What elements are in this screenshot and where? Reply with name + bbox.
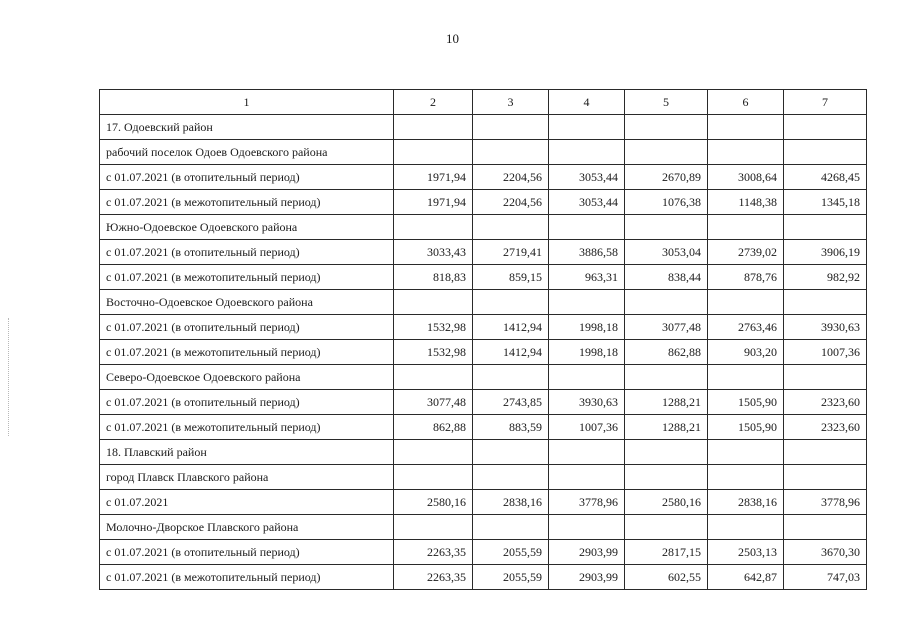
tariff-value-col-6: 2838,16 <box>708 490 784 515</box>
row-label: с 01.07.2021 (в отопительный период) <box>100 315 394 340</box>
tariff-value-col-3 <box>473 365 549 390</box>
tariff-value-col-6: 2763,46 <box>708 315 784 340</box>
table-row <box>100 490 867 515</box>
table-row <box>100 140 867 165</box>
row-label: с 01.07.2021 (в отопительный период) <box>100 165 394 190</box>
row-label: рабочий поселок Одоев Одоевского района <box>100 140 394 165</box>
tariff-value-col-7 <box>784 465 867 490</box>
tariff-value-col-3: 2204,56 <box>473 165 549 190</box>
column-header-1: 1 <box>100 90 394 115</box>
tariff-value-col-5: 838,44 <box>625 265 708 290</box>
tariff-value-col-5 <box>625 115 708 140</box>
tariff-value-col-4 <box>549 365 625 390</box>
tariff-value-col-7: 1345,18 <box>784 190 867 215</box>
tariff-value-col-6: 1505,90 <box>708 415 784 440</box>
tariff-value-col-6: 2739,02 <box>708 240 784 265</box>
table-row <box>100 265 867 290</box>
table-row <box>100 565 867 590</box>
row-label: Северо-Одоевское Одоевского района <box>100 365 394 390</box>
tariff-value-col-2 <box>394 290 473 315</box>
row-label: Восточно-Одоевское Одоевского района <box>100 290 394 315</box>
tariff-value-col-2: 3077,48 <box>394 390 473 415</box>
column-header-5: 5 <box>625 90 708 115</box>
table-row <box>100 390 867 415</box>
tariff-value-col-2: 3033,43 <box>394 240 473 265</box>
column-header-6: 6 <box>708 90 784 115</box>
tariff-value-col-3 <box>473 115 549 140</box>
column-header-7: 7 <box>784 90 867 115</box>
tariff-value-col-7: 747,03 <box>784 565 867 590</box>
row-label: с 01.07.2021 (в отопительный период) <box>100 540 394 565</box>
row-label: с 01.07.2021 (в межотопительный период) <box>100 565 394 590</box>
margin-marks <box>8 318 15 436</box>
tariff-value-col-5: 2817,15 <box>625 540 708 565</box>
tariff-value-col-4 <box>549 440 625 465</box>
tariff-value-col-2: 1532,98 <box>394 340 473 365</box>
tariff-value-col-2: 1971,94 <box>394 190 473 215</box>
tariff-value-col-5: 1288,21 <box>625 415 708 440</box>
tariff-value-col-2 <box>394 515 473 540</box>
tariff-value-col-6: 1148,38 <box>708 190 784 215</box>
tariff-value-col-7 <box>784 290 867 315</box>
tariff-value-col-2: 818,83 <box>394 265 473 290</box>
tariff-value-col-6 <box>708 515 784 540</box>
tariff-value-col-5 <box>625 515 708 540</box>
tariff-value-col-4: 3053,44 <box>549 165 625 190</box>
tariff-value-col-2 <box>394 140 473 165</box>
tariff-value-col-3: 2204,56 <box>473 190 549 215</box>
tariff-value-col-5: 602,55 <box>625 565 708 590</box>
header-row <box>100 90 867 115</box>
tariff-value-col-6 <box>708 115 784 140</box>
row-label: город Плавск Плавского района <box>100 465 394 490</box>
tariff-value-col-6: 1505,90 <box>708 390 784 415</box>
tariff-value-col-7: 3670,30 <box>784 540 867 565</box>
tariff-value-col-3: 2055,59 <box>473 540 549 565</box>
row-label: 18. Плавский район <box>100 440 394 465</box>
tariff-value-col-4: 963,31 <box>549 265 625 290</box>
tariff-value-col-6 <box>708 365 784 390</box>
row-label: с 01.07.2021 (в межотопительный период) <box>100 190 394 215</box>
tariff-value-col-2: 1532,98 <box>394 315 473 340</box>
tariff-value-col-2: 2263,35 <box>394 565 473 590</box>
column-header-4: 4 <box>549 90 625 115</box>
tariff-value-col-2 <box>394 215 473 240</box>
tariff-value-col-3: 859,15 <box>473 265 549 290</box>
tariff-value-col-3: 2055,59 <box>473 565 549 590</box>
tariff-value-col-3: 2838,16 <box>473 490 549 515</box>
tariff-value-col-7 <box>784 365 867 390</box>
tariff-value-col-6: 903,20 <box>708 340 784 365</box>
tariff-value-col-4: 3930,63 <box>549 390 625 415</box>
tariff-value-col-6: 642,87 <box>708 565 784 590</box>
tariff-value-col-2 <box>394 465 473 490</box>
tariff-value-col-4 <box>549 515 625 540</box>
tariff-value-col-6: 878,76 <box>708 265 784 290</box>
tariff-value-col-3: 1412,94 <box>473 315 549 340</box>
tariff-value-col-4: 1998,18 <box>549 340 625 365</box>
row-label: с 01.07.2021 <box>100 490 394 515</box>
tariff-value-col-7: 4268,45 <box>784 165 867 190</box>
tariff-value-col-5: 1076,38 <box>625 190 708 215</box>
tariff-value-col-4: 3886,58 <box>549 240 625 265</box>
tariff-value-col-5 <box>625 140 708 165</box>
tariff-value-col-3: 883,59 <box>473 415 549 440</box>
table-row <box>100 415 867 440</box>
tariff-value-col-3: 1412,94 <box>473 340 549 365</box>
tariff-value-col-6 <box>708 215 784 240</box>
row-label: с 01.07.2021 (в межотопительный период) <box>100 415 394 440</box>
row-label: с 01.07.2021 (в межотопительный период) <box>100 265 394 290</box>
tariff-value-col-5 <box>625 465 708 490</box>
row-label: Молочно-Дворское Плавского района <box>100 515 394 540</box>
table-row <box>100 440 867 465</box>
tariff-value-col-6 <box>708 440 784 465</box>
tariff-value-col-5 <box>625 215 708 240</box>
tariff-value-col-4: 3778,96 <box>549 490 625 515</box>
tariff-value-col-2 <box>394 115 473 140</box>
tariff-value-col-7 <box>784 440 867 465</box>
page-number: 10 <box>446 31 459 46</box>
tariff-value-col-2: 2263,35 <box>394 540 473 565</box>
tariff-value-col-7 <box>784 115 867 140</box>
table-row <box>100 540 867 565</box>
tariff-value-col-3 <box>473 140 549 165</box>
tariff-value-col-7: 2323,60 <box>784 390 867 415</box>
tariff-value-col-5 <box>625 440 708 465</box>
tariff-value-col-4: 1998,18 <box>549 315 625 340</box>
table-row <box>100 240 867 265</box>
column-header-2: 2 <box>394 90 473 115</box>
table-row <box>100 165 867 190</box>
tariff-value-col-5: 862,88 <box>625 340 708 365</box>
tariff-value-col-3 <box>473 515 549 540</box>
tariff-value-col-6 <box>708 465 784 490</box>
tariff-value-col-5: 3053,04 <box>625 240 708 265</box>
tariff-value-col-2: 862,88 <box>394 415 473 440</box>
tariff-value-col-7: 3906,19 <box>784 240 867 265</box>
table-row <box>100 515 867 540</box>
tariff-value-col-5: 2670,89 <box>625 165 708 190</box>
tariff-value-col-7: 2323,60 <box>784 415 867 440</box>
tariff-value-col-7: 1007,36 <box>784 340 867 365</box>
tariff-value-col-4 <box>549 115 625 140</box>
tariff-value-col-3 <box>473 440 549 465</box>
tariff-value-col-3: 2743,85 <box>473 390 549 415</box>
table-row <box>100 115 867 140</box>
tariff-value-col-5: 1288,21 <box>625 390 708 415</box>
tariff-value-col-5 <box>625 365 708 390</box>
tariff-value-col-4: 3053,44 <box>549 190 625 215</box>
table-body <box>100 115 867 590</box>
tariff-value-col-3 <box>473 465 549 490</box>
tariff-value-col-6 <box>708 290 784 315</box>
tariff-value-col-2: 2580,16 <box>394 490 473 515</box>
tariff-value-col-7 <box>784 215 867 240</box>
table-row <box>100 315 867 340</box>
tariff-value-col-7: 3778,96 <box>784 490 867 515</box>
tariff-value-col-7: 3930,63 <box>784 315 867 340</box>
tariff-value-col-5: 3077,48 <box>625 315 708 340</box>
tariff-value-col-2: 1971,94 <box>394 165 473 190</box>
tariff-value-col-4: 1007,36 <box>549 415 625 440</box>
row-label: с 01.07.2021 (в отопительный период) <box>100 390 394 415</box>
tariff-value-col-3: 2719,41 <box>473 240 549 265</box>
tariff-value-col-2 <box>394 365 473 390</box>
table-row <box>100 290 867 315</box>
tariff-value-col-7 <box>784 515 867 540</box>
table-row <box>100 190 867 215</box>
row-label: Южно-Одоевское Одоевского района <box>100 215 394 240</box>
column-header-3: 3 <box>473 90 549 115</box>
tariff-value-col-3 <box>473 215 549 240</box>
tariff-value-col-5: 2580,16 <box>625 490 708 515</box>
tariff-value-col-4 <box>549 140 625 165</box>
tariff-value-col-6 <box>708 140 784 165</box>
tariff-value-col-6: 2503,13 <box>708 540 784 565</box>
table-row <box>100 340 867 365</box>
table-row <box>100 365 867 390</box>
row-label: 17. Одоевский район <box>100 115 394 140</box>
tariff-value-col-4 <box>549 215 625 240</box>
tariff-value-col-7: 982,92 <box>784 265 867 290</box>
tariff-value-col-4: 2903,99 <box>549 540 625 565</box>
tariff-value-col-6: 3008,64 <box>708 165 784 190</box>
tariff-value-col-2 <box>394 440 473 465</box>
tariff-value-col-4 <box>549 290 625 315</box>
table-row <box>100 215 867 240</box>
tariff-value-col-3 <box>473 290 549 315</box>
tariff-value-col-7 <box>784 140 867 165</box>
row-label: с 01.07.2021 (в межотопительный период) <box>100 340 394 365</box>
row-label: с 01.07.2021 (в отопительный период) <box>100 240 394 265</box>
tariff-table <box>99 89 867 590</box>
tariff-value-col-5 <box>625 290 708 315</box>
tariff-value-col-4: 2903,99 <box>549 565 625 590</box>
table-row <box>100 465 867 490</box>
tariff-value-col-4 <box>549 465 625 490</box>
